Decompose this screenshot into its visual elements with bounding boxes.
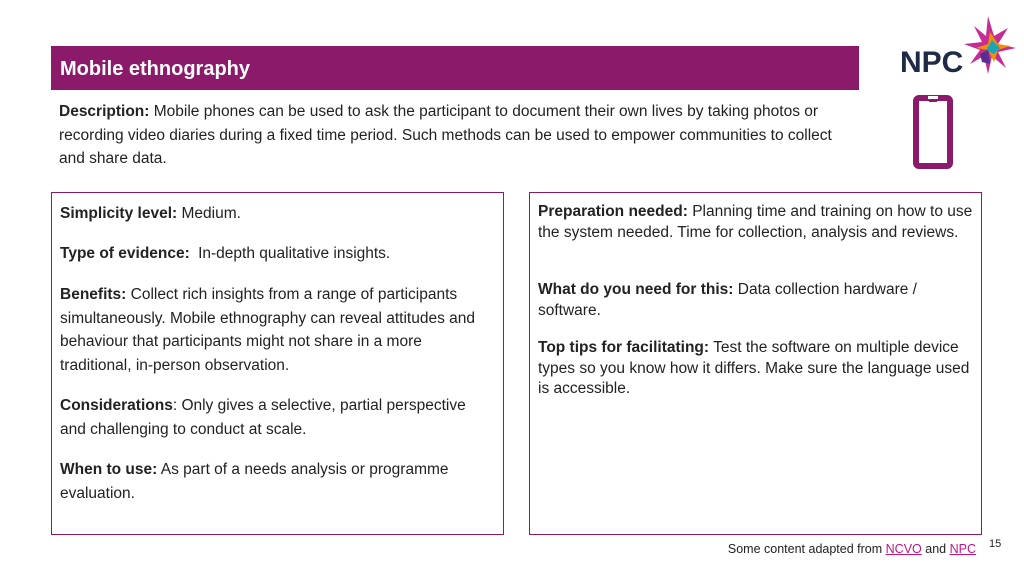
- considerations-label: Considerations: [60, 397, 173, 414]
- description: [59, 100, 849, 171]
- considerations: [60, 394, 495, 441]
- considerations-text: : Only gives a selective, partial perspective and challenging to conduct at scale.: [60, 397, 466, 438]
- type-of-evidence: [60, 242, 495, 266]
- ncvo-link[interactable]: NCVO: [885, 542, 922, 556]
- description-label: Description:: [59, 103, 150, 120]
- simplicity-label: Simplicity level:: [60, 205, 178, 222]
- npc-link[interactable]: NPC: [949, 542, 976, 556]
- page-title: Mobile ethnography: [60, 58, 250, 80]
- footer-attribution: [728, 542, 976, 556]
- left-info-box: [51, 192, 504, 535]
- benefits-text: Collect rich insights from a range of participants simultaneously. Mobile ethnography can reveal attitudes and behaviour that participants might not share in a more traditional, in-person observation.: [60, 286, 476, 374]
- benefits: [60, 283, 495, 377]
- npc-logo: [898, 14, 1018, 80]
- npc-logo-graphic: [898, 14, 1018, 80]
- title-bar: [51, 46, 859, 90]
- footer-and: and: [925, 542, 947, 556]
- evidence-label: Type of evidence:: [60, 245, 190, 262]
- evidence-text: In-depth qualitative insights.: [198, 245, 391, 262]
- logo-star-icon: [964, 16, 1016, 74]
- footer-prefix: Some content adapted from: [727, 542, 883, 556]
- mobile-phone-icon: [910, 95, 956, 169]
- tips-label: Top tips for facilitating:: [538, 339, 710, 356]
- preparation-text: Planning time and training on how to use the system needed. Time for collection, analysis and reviews.: [538, 203, 973, 241]
- description-text: Mobile phones can be used to ask the participant to document their own lives by taking photos or recording video diaries during a fixed time period. Such methods can be used to empower communities to collect and share data.: [59, 103, 832, 167]
- what-you-need: [538, 280, 973, 321]
- tips-text: Test the software on multiple device types so you know how it differs. Make sure the language used is accessible.: [538, 339, 970, 397]
- preparation-needed: [538, 202, 973, 243]
- right-info-box: [529, 192, 982, 535]
- page-number: 15: [989, 538, 1002, 550]
- benefits-label: Benefits:: [60, 286, 127, 303]
- when-label: When to use:: [60, 461, 158, 478]
- need-text: Data collection hardware / software.: [538, 281, 917, 319]
- simplicity-level: [60, 202, 495, 226]
- simplicity-text: Medium.: [181, 205, 241, 222]
- top-tips: [538, 338, 973, 400]
- preparation-label: Preparation needed:: [538, 203, 688, 220]
- need-label: What do you need for this:: [538, 281, 734, 298]
- when-text: As part of a needs analysis or programme evaluation.: [60, 461, 449, 502]
- when-to-use: [60, 458, 495, 505]
- logo-text: NPC: [900, 46, 964, 79]
